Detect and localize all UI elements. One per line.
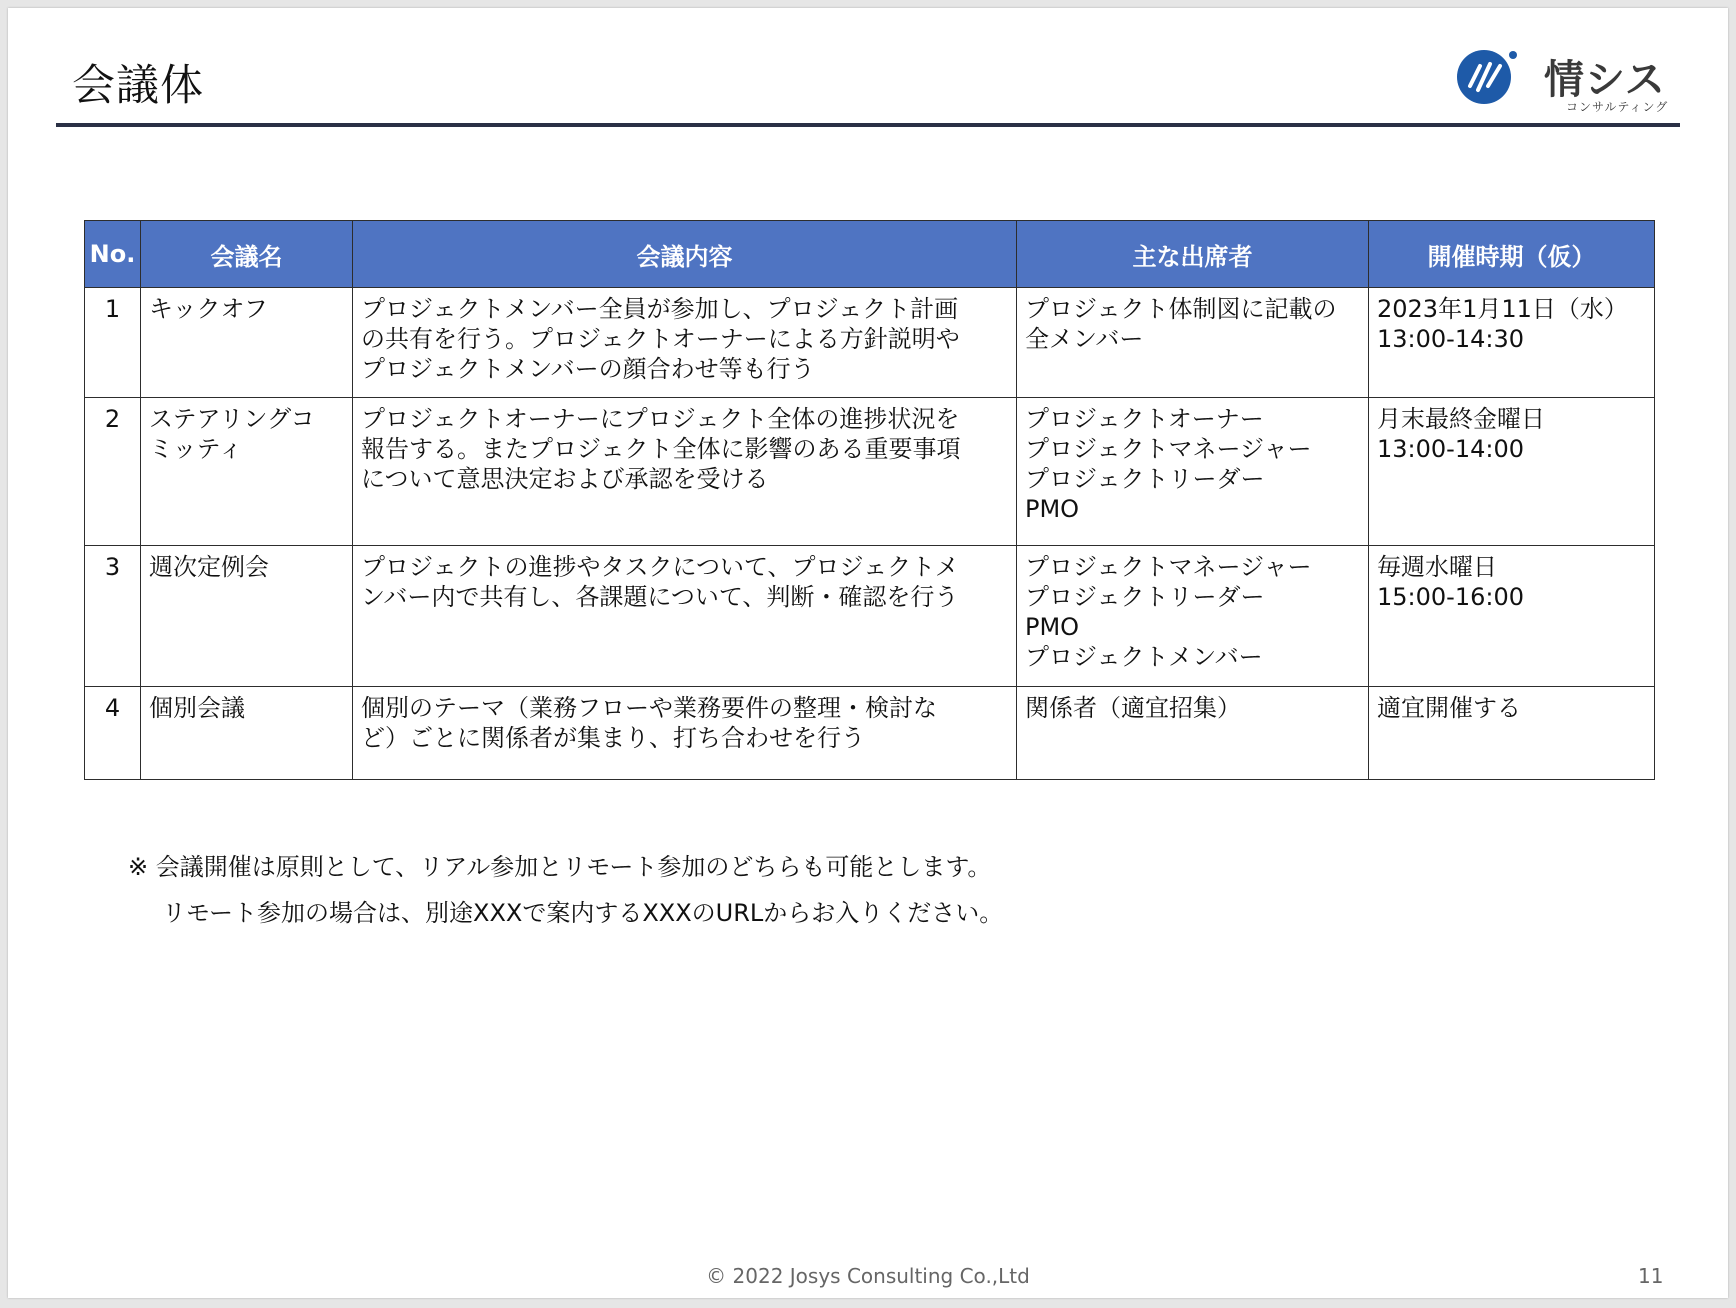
title-divider: [56, 123, 1680, 127]
table-row: [85, 288, 1655, 398]
row-meeting-content: プロジェクトオーナーにプロジェクト全体の進捗状況を 報告する。またプロジェクト全体に影響のある重要事項 について意思決定および承認を受ける: [353, 398, 1017, 546]
header-meeting-name: 会議名: [141, 221, 353, 288]
note-line-2: リモート参加の場合は、別途XXXで案内するXXXのURLからお入りください。: [162, 899, 1004, 927]
footer-copyright: © 2022 Josys Consulting Co.,Ltd: [706, 1264, 1030, 1288]
row-no: 4: [85, 687, 141, 780]
note-line-1: ※ 会議開催は原則として、リアル参加とリモート参加のどちらも可能とします。: [128, 853, 992, 881]
row-attendees: プロジェクトオーナー プロジェクトマネージャー プロジェクトリーダー PMO: [1017, 398, 1369, 546]
row-no: 3: [85, 546, 141, 687]
slide: [8, 8, 1728, 1298]
row-attendees: プロジェクトマネージャー プロジェクトリーダー PMO プロジェクトメンバー: [1017, 546, 1369, 687]
row-attendees: プロジェクト体制図に記載の 全メンバー: [1017, 288, 1369, 398]
header-no: No.: [85, 221, 141, 288]
header-meeting-content: 会議内容: [353, 221, 1017, 288]
table-row: [85, 687, 1655, 780]
logo-subtext: コンサルティング: [1566, 100, 1669, 114]
row-meeting-name: 個別会議: [141, 687, 353, 780]
row-no: 1: [85, 288, 141, 398]
logo-text: 情シス: [1544, 57, 1666, 103]
row-meeting-content: プロジェクトメンバー全員が参加し、プロジェクト計画 の共有を行う。プロジェクトオーナーによる方針説明や プロジェクトメンバーの顔合わせ等も行う: [353, 288, 1017, 398]
row-timing: 2023年1月11日（水） 13:00-14:30: [1369, 288, 1655, 398]
row-meeting-name: キックオフ: [141, 288, 353, 398]
table-row: [85, 398, 1655, 546]
row-meeting-content: 個別のテーマ（業務フローや業務要件の整理・検討な ど）ごとに関係者が集まり、打ち合わせを行う: [353, 687, 1017, 780]
row-timing: 月末最終金曜日 13:00-14:00: [1369, 398, 1655, 546]
page-number: 11: [1638, 1264, 1664, 1288]
page-title: 会議体: [72, 61, 204, 111]
header-timing: 開催時期（仮）: [1369, 221, 1655, 288]
table-row: [85, 546, 1655, 687]
row-attendees: 関係者（適宜招集）: [1017, 687, 1369, 780]
row-timing: 適宜開催する: [1369, 687, 1655, 780]
row-meeting-name: 週次定例会: [141, 546, 353, 687]
note: [128, 844, 1003, 936]
company-logo: [1456, 42, 1696, 116]
table-header-row: [85, 221, 1655, 288]
row-meeting-content: プロジェクトの進捗やタスクについて、プロジェクトメ ンバー内で共有し、各課題について、判断・確認を行う: [353, 546, 1017, 687]
logo-mark-icon: [1456, 46, 1518, 108]
row-no: 2: [85, 398, 141, 546]
header-attendees: 主な出席者: [1017, 221, 1369, 288]
row-timing: 毎週水曜日 15:00-16:00: [1369, 546, 1655, 687]
meeting-table: [84, 220, 1655, 780]
row-meeting-name: ステアリングコ ミッティ: [141, 398, 353, 546]
